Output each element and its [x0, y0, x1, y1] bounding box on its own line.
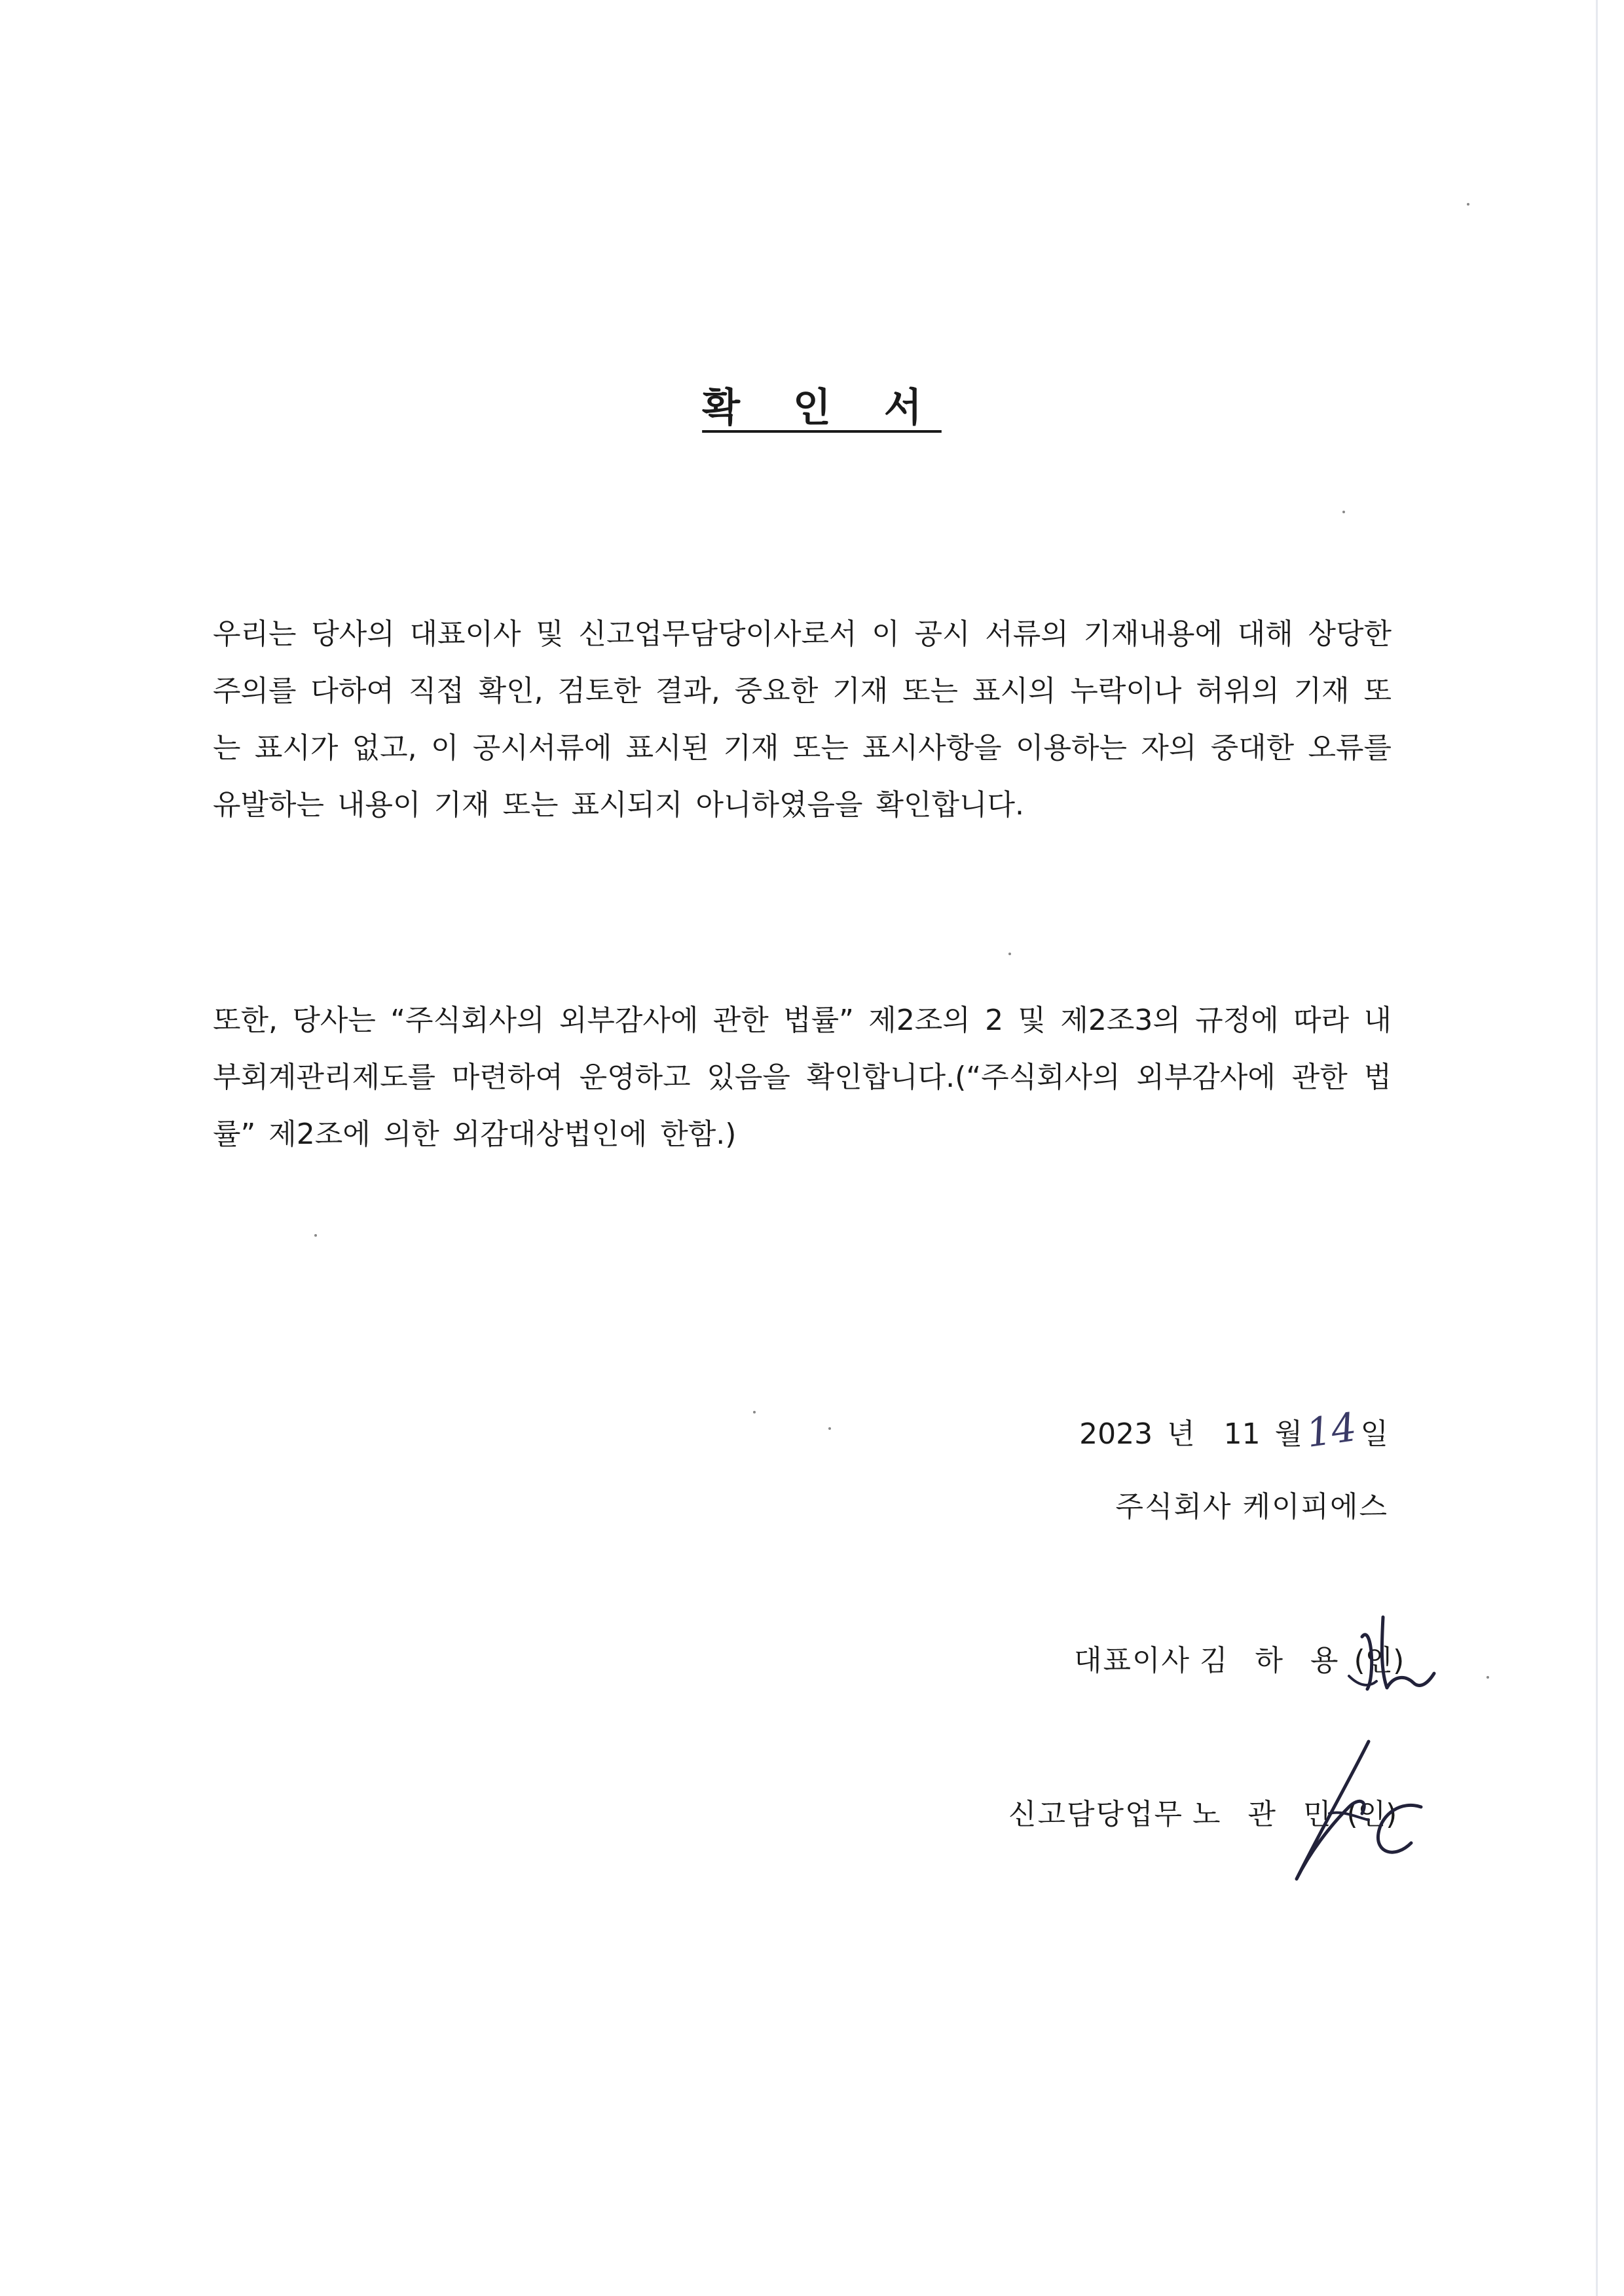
date-year: 2023 — [1079, 1417, 1153, 1451]
date-day-unit: 일 — [1360, 1417, 1388, 1451]
scan-speck — [753, 1411, 756, 1413]
scan-speck — [828, 1427, 831, 1430]
officer-signature-icon — [1270, 1728, 1441, 1886]
scan-edge — [1596, 0, 1598, 2296]
signatory-officer-role: 신고담당업무 — [1008, 1798, 1184, 1831]
document-title-text: 확 인 서 — [702, 385, 942, 431]
signatory-officer-name: 노 관 민 — [1192, 1798, 1340, 1831]
signatory-ceo-seal: (인) — [1354, 1644, 1405, 1677]
scan-speck — [314, 1234, 317, 1237]
scan-speck — [1467, 203, 1469, 206]
scan-speck — [1486, 1676, 1489, 1679]
date-year-unit: 년 — [1167, 1417, 1195, 1451]
internal-control-paragraph: 또한, 당사는 “주식회사의 외부감사에 관한 법률” 제2조의 2 및 제2조3의 규정에 따라 내부회계관리제도를 마련하여 운영하고 있음을 확인합니다.(“주식회사의 외부감사에 관한 법률” 제2조에 의한 외감대상법인에 한함.) — [213, 1004, 1392, 1151]
scan-speck — [1342, 511, 1345, 513]
confirmation-paragraph: 우리는 당사의 대표이사 및 신고업무담당이사로서 이 공시 서류의 기재내용에 대해 상당한 주의를 다하여 직접 확인, 검토한 결과, 중요한 기재 또는 표시의 누락이나 허위의 기재 또는 표시가 없고, 이 공시서류에 표시된 기재 또는 표시사항을 이용하는 자의 중대한 오류를 유발하는 내용이 기재 또는 표시되지 아니하였음을 확인합니다. — [213, 617, 1392, 822]
date-line — [1079, 1404, 1388, 1457]
date-day-handwritten: 14 — [1303, 1404, 1359, 1457]
date-month-unit: 월 — [1274, 1417, 1303, 1451]
signatory-ceo-role: 대표이사 — [1074, 1644, 1191, 1677]
scan-speck — [1008, 953, 1011, 955]
company-name: 주식회사 케이피에스 — [1115, 1490, 1388, 1523]
signatory-officer-seal: (인) — [1346, 1798, 1397, 1831]
ceo-signature-icon — [1336, 1597, 1454, 1715]
date-month: 11 — [1223, 1417, 1261, 1451]
document-title — [0, 376, 1624, 433]
signatory-ceo-name: 김 하 용 — [1200, 1644, 1348, 1677]
